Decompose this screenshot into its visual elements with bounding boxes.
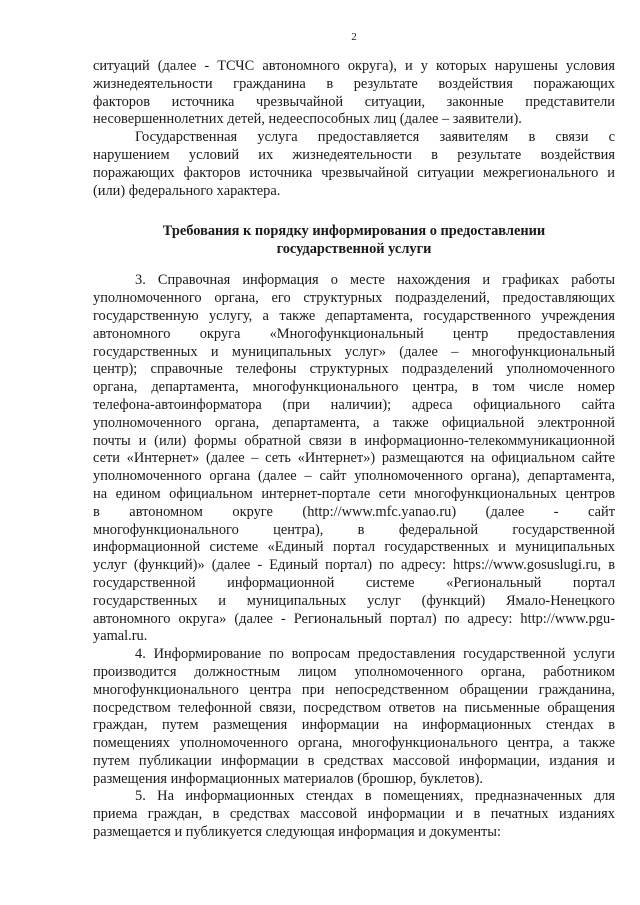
text-line: государственной информационной системе «Региональный портал: [93, 574, 615, 591]
text-line: государственных и муниципальных услуг (функций) Ямало-Ненецкого: [93, 592, 615, 609]
text-line: 4. Информирование по вопросам предоставления государственной услуги: [135, 646, 615, 663]
text-line: ситуаций (далее - ТСЧС автономного округа), и у которых нарушены условия: [93, 58, 615, 74]
text-line: на едином официальном интернет-портале сети многофункциональных центров: [93, 485, 615, 502]
text-line: 5. На информационных стендах в помещениях, предназначенных для: [135, 788, 615, 805]
text-line: 3. Справочная информация о месте нахождения и графиках работы: [135, 272, 615, 289]
text-line: органа, департамента, многофункционального центра, в том числе номер: [93, 379, 615, 396]
text-line: жизнедеятельности гражданина в результате воздействия поражающих: [93, 75, 615, 92]
text-line: телефона-автоинформатора (при наличии); адреса официального сайта: [93, 396, 615, 413]
text-line: сети «Интернет» (далее – сеть «Интернет») размещаются на официальном сайте: [93, 450, 615, 467]
text-line: размещения информационных материалов (брошюр, буклетов).: [93, 770, 484, 787]
paragraph-applicants-continued: [93, 58, 615, 129]
paragraph-4-informing: [93, 646, 615, 788]
text-line: помещениях уполномоченного органа, многофункционального центра, а также: [93, 735, 615, 752]
text-line: автономного округа» (далее - Региональный портал) по адресу: http://www.pgu-: [93, 610, 615, 627]
text-line: уполномоченного органа, его структурных подразделений, предоставляющих: [93, 290, 615, 307]
paragraph-3-reference-info: [93, 272, 615, 646]
heading-line: государственной услуги: [276, 241, 432, 258]
text-line: несовершеннолетних детей, недееспособных лиц (далее – заявители).: [93, 111, 522, 128]
text-line: центр); справочные телефоны структурных подразделений уполномоченного: [93, 361, 615, 378]
text-line: многофункционального центра при непосредственном обращении гражданина,: [93, 681, 615, 698]
paragraph-5-info-stands: [93, 788, 615, 841]
text-line: уполномоченного органа (далее – сайт уполномоченного органа), департамента,: [93, 468, 615, 485]
text-line: граждан, путем размещения информации на информационных стендах в: [93, 717, 615, 734]
text-line: посредством телефонной связи, посредством ответов на письменные обращения: [93, 699, 615, 716]
text-line: услуг (функций)» (далее - Единый портал) по адресу: https://www.gosuslugi.ru, в: [93, 557, 615, 574]
text-line: государственных и муниципальных услуг» (далее – многофункциональный: [93, 343, 615, 360]
text-line: производится должностным лицом уполномоченного органа, работником: [93, 663, 615, 680]
page-number: 2: [351, 31, 357, 43]
section-heading: [93, 222, 615, 258]
text-line: yamal.ru.: [93, 628, 148, 645]
text-line: в автономном округе (http://www.mfc.yanao.ru) (далее - сайт: [93, 503, 615, 520]
text-line: факторов источника чрезвычайной ситуации, законные представители: [93, 93, 615, 110]
text-line: многофункционального центра), в федеральной государственной: [93, 521, 615, 538]
text-line: Государственная услуга предоставляется заявителям в связи с: [135, 129, 615, 146]
text-line: автономного округа «Многофункциональный центр предоставления: [93, 325, 615, 342]
text-line: размещается и публикуется следующая информация и документы:: [93, 824, 501, 841]
text-line: поражающих факторов источника чрезвычайной ситуации межрегионального и: [93, 164, 615, 181]
document-page: [93, 30, 615, 842]
paragraph-service-provision: [93, 129, 615, 200]
text-line: (или) федерального характера.: [93, 182, 281, 199]
text-line: уполномоченного органа, департамента, а также официальной электронной: [93, 414, 615, 431]
text-line: путем публикации информации в средствах массовой информации, издания и: [93, 752, 615, 769]
text-line: приема граждан, в средствах массовой информации и в печатных изданиях: [93, 806, 615, 823]
heading-line: Требования к порядку информирования о предоставлении: [162, 223, 546, 240]
text-line: почты и (или) формы обратной связи в информационно-телекоммуникационной: [93, 432, 615, 449]
text-line: нарушением условий их жизнедеятельности в результате воздействия: [93, 146, 615, 163]
text-line: информационной системе «Единый портал государственных и муниципальных: [93, 539, 615, 556]
text-line: государственную услугу, а также департамента, государственного учреждения: [93, 307, 615, 324]
